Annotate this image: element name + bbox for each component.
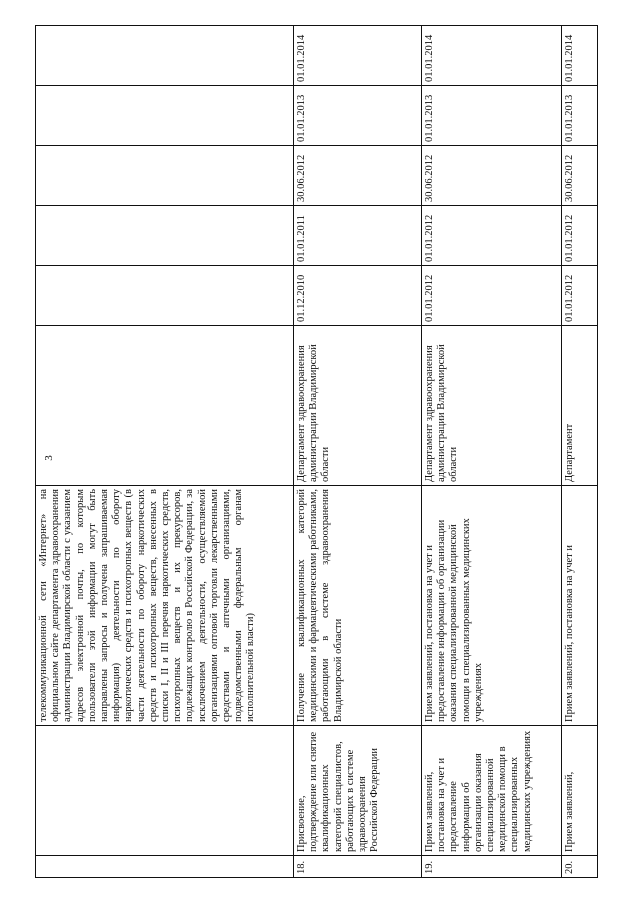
date-stage-4: 01.01.2013: [562, 86, 598, 146]
date-cell: [36, 266, 294, 326]
service-description: Прием заявлений, постановка на учет и предоставление информации об организации оказания специализированной медицинской помощи в специализированных медицинских учреждениях: [422, 486, 562, 726]
date-cell: [36, 86, 294, 146]
date-stage-1: 01.12.2010: [294, 266, 422, 326]
num-cell: [36, 856, 294, 878]
table-row: [562, 26, 598, 878]
date-stage-2: 01.01.2011: [294, 206, 422, 266]
date-stage-3: 30.06.2012: [562, 146, 598, 206]
description-cell: телекоммуникационной сети «Интернет» на официальном сайте департамента здравоохранения администрации Владимирской области с указанием адресов электронной почты, по которым пользователи этой информации могут быть направлены запросы и получена запрашиваемая информация) деятельности по обороту наркотических средств и психотропных веществ (в части деятельности по обороту наркотических средств и психотропных веществ, внесенных в списки I, II и III перечня наркотических средств, психотропных веществ и их прекурсоров, подлежащих контролю в Российской Федерации, за исключением деятельности, осуществляемой организациями оптовой торговли лекарственными средствами и аптечными организациями, подведомственными федеральным органам исполнительной власти): [36, 486, 294, 726]
service-name: Прием заявлений, постановка на учет и предоставление информации об организации оказания специализированной медицинской помощи в специализированных медицинских учреждениях: [422, 726, 562, 856]
date-stage-1: 01.01.2012: [422, 266, 562, 326]
table-row: [422, 26, 562, 878]
row-number: 20.: [562, 856, 598, 878]
row-number: 18.: [294, 856, 422, 878]
date-stage-3: 30.06.2012: [422, 146, 562, 206]
date-stage-2: 01.01.2012: [422, 206, 562, 266]
date-cell: [36, 26, 294, 86]
service-cell: [36, 726, 294, 856]
row-number: 19.: [422, 856, 562, 878]
page-number: 3: [42, 455, 55, 461]
service-name: Прием заявлений,: [562, 726, 598, 856]
date-stage-5: 01.01.2014: [422, 26, 562, 86]
responsible-authority: Департамент здравоохранения администрации Владимирской области: [294, 326, 422, 486]
service-description: Получение квалификационных категорий медицинскими и фармацевтическими работниками, работающими в системе здравоохранения Владимирской области: [294, 486, 422, 726]
rotated-page: [35, 26, 597, 878]
date-stage-5: 01.01.2014: [562, 26, 598, 86]
authority-cell: [36, 326, 294, 486]
date-stage-4: 01.01.2013: [294, 86, 422, 146]
date-stage-4: 01.01.2013: [422, 86, 562, 146]
date-stage-3: 30.06.2012: [294, 146, 422, 206]
table-row: [294, 26, 422, 878]
table-row: [36, 26, 294, 878]
responsible-authority: Департамент здравоохранения администрации Владимирской области: [422, 326, 562, 486]
date-cell: [36, 146, 294, 206]
services-table: [35, 25, 598, 878]
date-stage-1: 01.01.2012: [562, 266, 598, 326]
date-stage-5: 01.01.2014: [294, 26, 422, 86]
date-stage-2: 01.01.2012: [562, 206, 598, 266]
service-name: Присвоение, подтверждение или снятие квалификационных категорий специалистов, работающих в системе здравоохранения Российской Федерации: [294, 726, 422, 856]
responsible-authority: Департамент: [562, 326, 598, 486]
date-cell: [36, 206, 294, 266]
service-description: Прием заявлений, постановка на учет и: [562, 486, 598, 726]
